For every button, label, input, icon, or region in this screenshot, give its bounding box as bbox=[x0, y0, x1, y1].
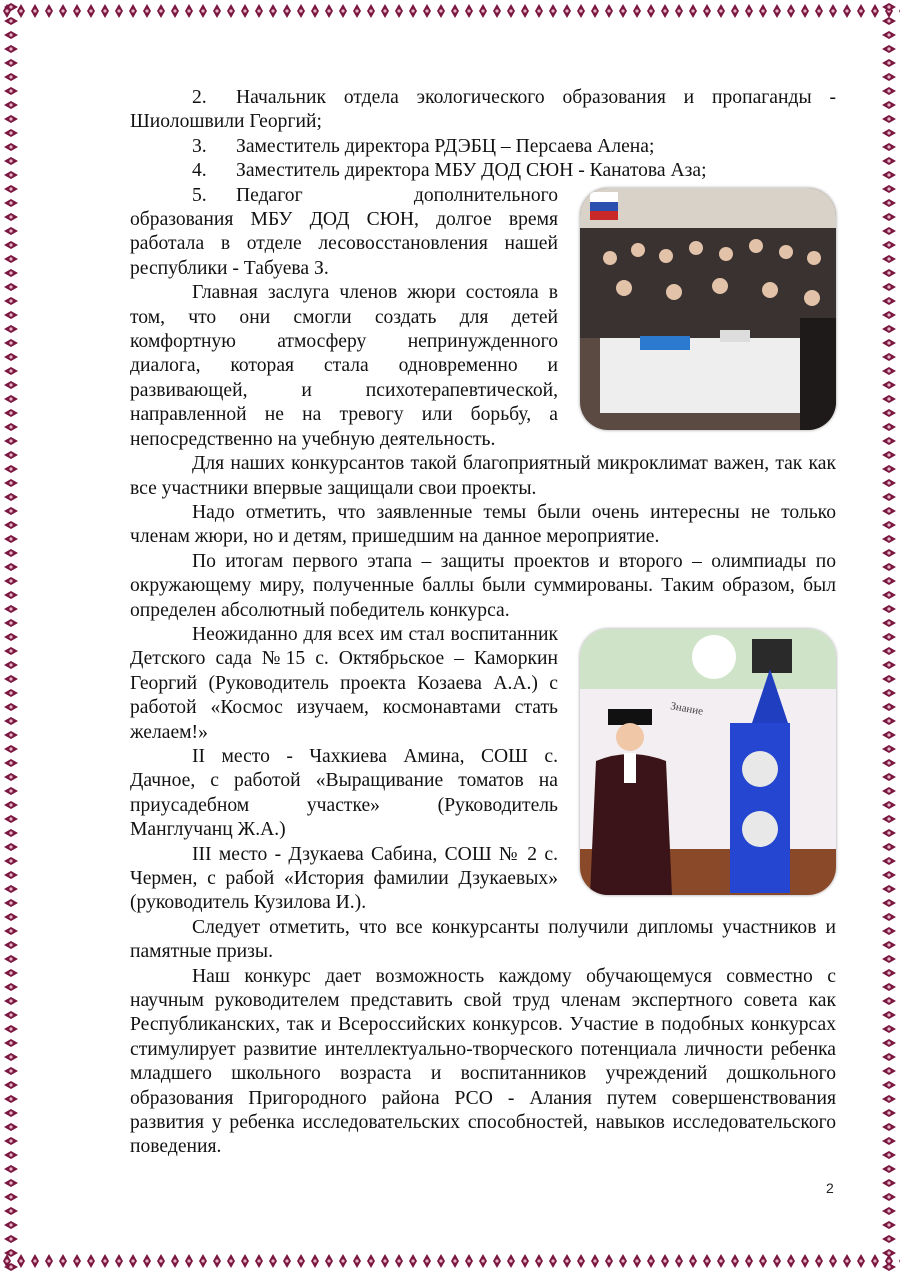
document-body bbox=[130, 86, 836, 1160]
paragraph: Надо отметить, что заявленные темы были очень интересны не только членам жюри, но и детям, пришедшим на данное мероприятие. bbox=[130, 501, 836, 548]
decorative-border-right bbox=[878, 0, 900, 1272]
paragraph: II место - Чахкиева Амина, СОШ с. Дачное, с работой «Выращивание томатов на приусадебном участке» (Руководитель Манглучанц Ж.А.) bbox=[130, 745, 558, 841]
decorative-border-bottom bbox=[0, 1250, 900, 1272]
list-text: Педагог дополнительного образования МБУ ДОД СЮН, долгое время работала в отделе лесовосстановления нашей республики - Табуева З. bbox=[130, 184, 558, 279]
list-text: Начальник отдела экологического образования и пропаганды - Шиолошвили Георгий; bbox=[130, 87, 836, 133]
sign-text: Знание bbox=[669, 700, 704, 718]
list-text: Заместитель директора РДЭБЦ – Персаева Алена; bbox=[236, 135, 655, 157]
paragraph: Главная заслуга членов жюри состояла в том, что они смогли создать для детей комфортную атмосферу непринужденного диалога, которая стала одновременно и развивающей, и психотерапевтической, направленной не на тревогу или борьбу, а непосредственно на учебную деятельность. bbox=[130, 282, 558, 450]
list-item bbox=[130, 86, 836, 135]
paragraph: По итогам первого этапа – защиты проектов и второго – олимпиады по окружающему миру, полученные баллы были суммированы. Таким образом, был определен абсолютный победитель конкурса. bbox=[130, 550, 836, 621]
page-number: 2 bbox=[826, 1180, 834, 1196]
list-number: 5. bbox=[192, 184, 207, 206]
paragraph: Неожиданно для всех им стал воспитанник Детского сада №15 с. Октябрьское – Каморкин Георгий (Руководитель проекта Козаева А.А.) с работой «Космос изучаем, космонавтами стать желаем!» bbox=[130, 623, 558, 743]
jury-photo bbox=[580, 188, 836, 430]
list-number: 3. bbox=[192, 135, 207, 157]
paragraph: III место - Дзукаева Сабина, СОШ № 2 с. Чермен, с рабой «История фамилии Дзукаевых» (руководитель Кузилова И.). bbox=[130, 843, 558, 914]
winner-photo bbox=[580, 629, 836, 895]
list-item bbox=[130, 135, 836, 159]
list-text: Заместитель директора МБУ ДОД СЮН - Канатова Аза; bbox=[236, 160, 707, 182]
paragraph: Для наших конкурсантов такой благоприятный микроклимат важен, так как все участники впервые защищали свои проекты. bbox=[130, 453, 836, 499]
paragraph: Следует отметить, что все конкурсанты получили дипломы участников и памятные призы. bbox=[130, 916, 836, 963]
paragraph: Наш конкурс дает возможность каждому обучающемуся совместно с научным руководителем представить свой труд членам экспертного совета как Республиканских, так и Всероссийских конкурсов. Участие в подобных конкурсах стимулирует развитие интеллектуально-творческого потенциала личности ребенка младшего школьного возраста и воспитанников учреждений дошкольного образования Пригородного района РСО - Алания путем совершенствования развития у ребенка исследовательских способностей, навыков исследовательского поведения. bbox=[130, 965, 836, 1158]
list-number: 4. bbox=[192, 160, 207, 182]
list-number: 2. bbox=[192, 87, 207, 108]
list-item bbox=[130, 159, 836, 183]
decorative-border-top bbox=[0, 0, 900, 22]
decorative-border-left bbox=[0, 0, 22, 1272]
